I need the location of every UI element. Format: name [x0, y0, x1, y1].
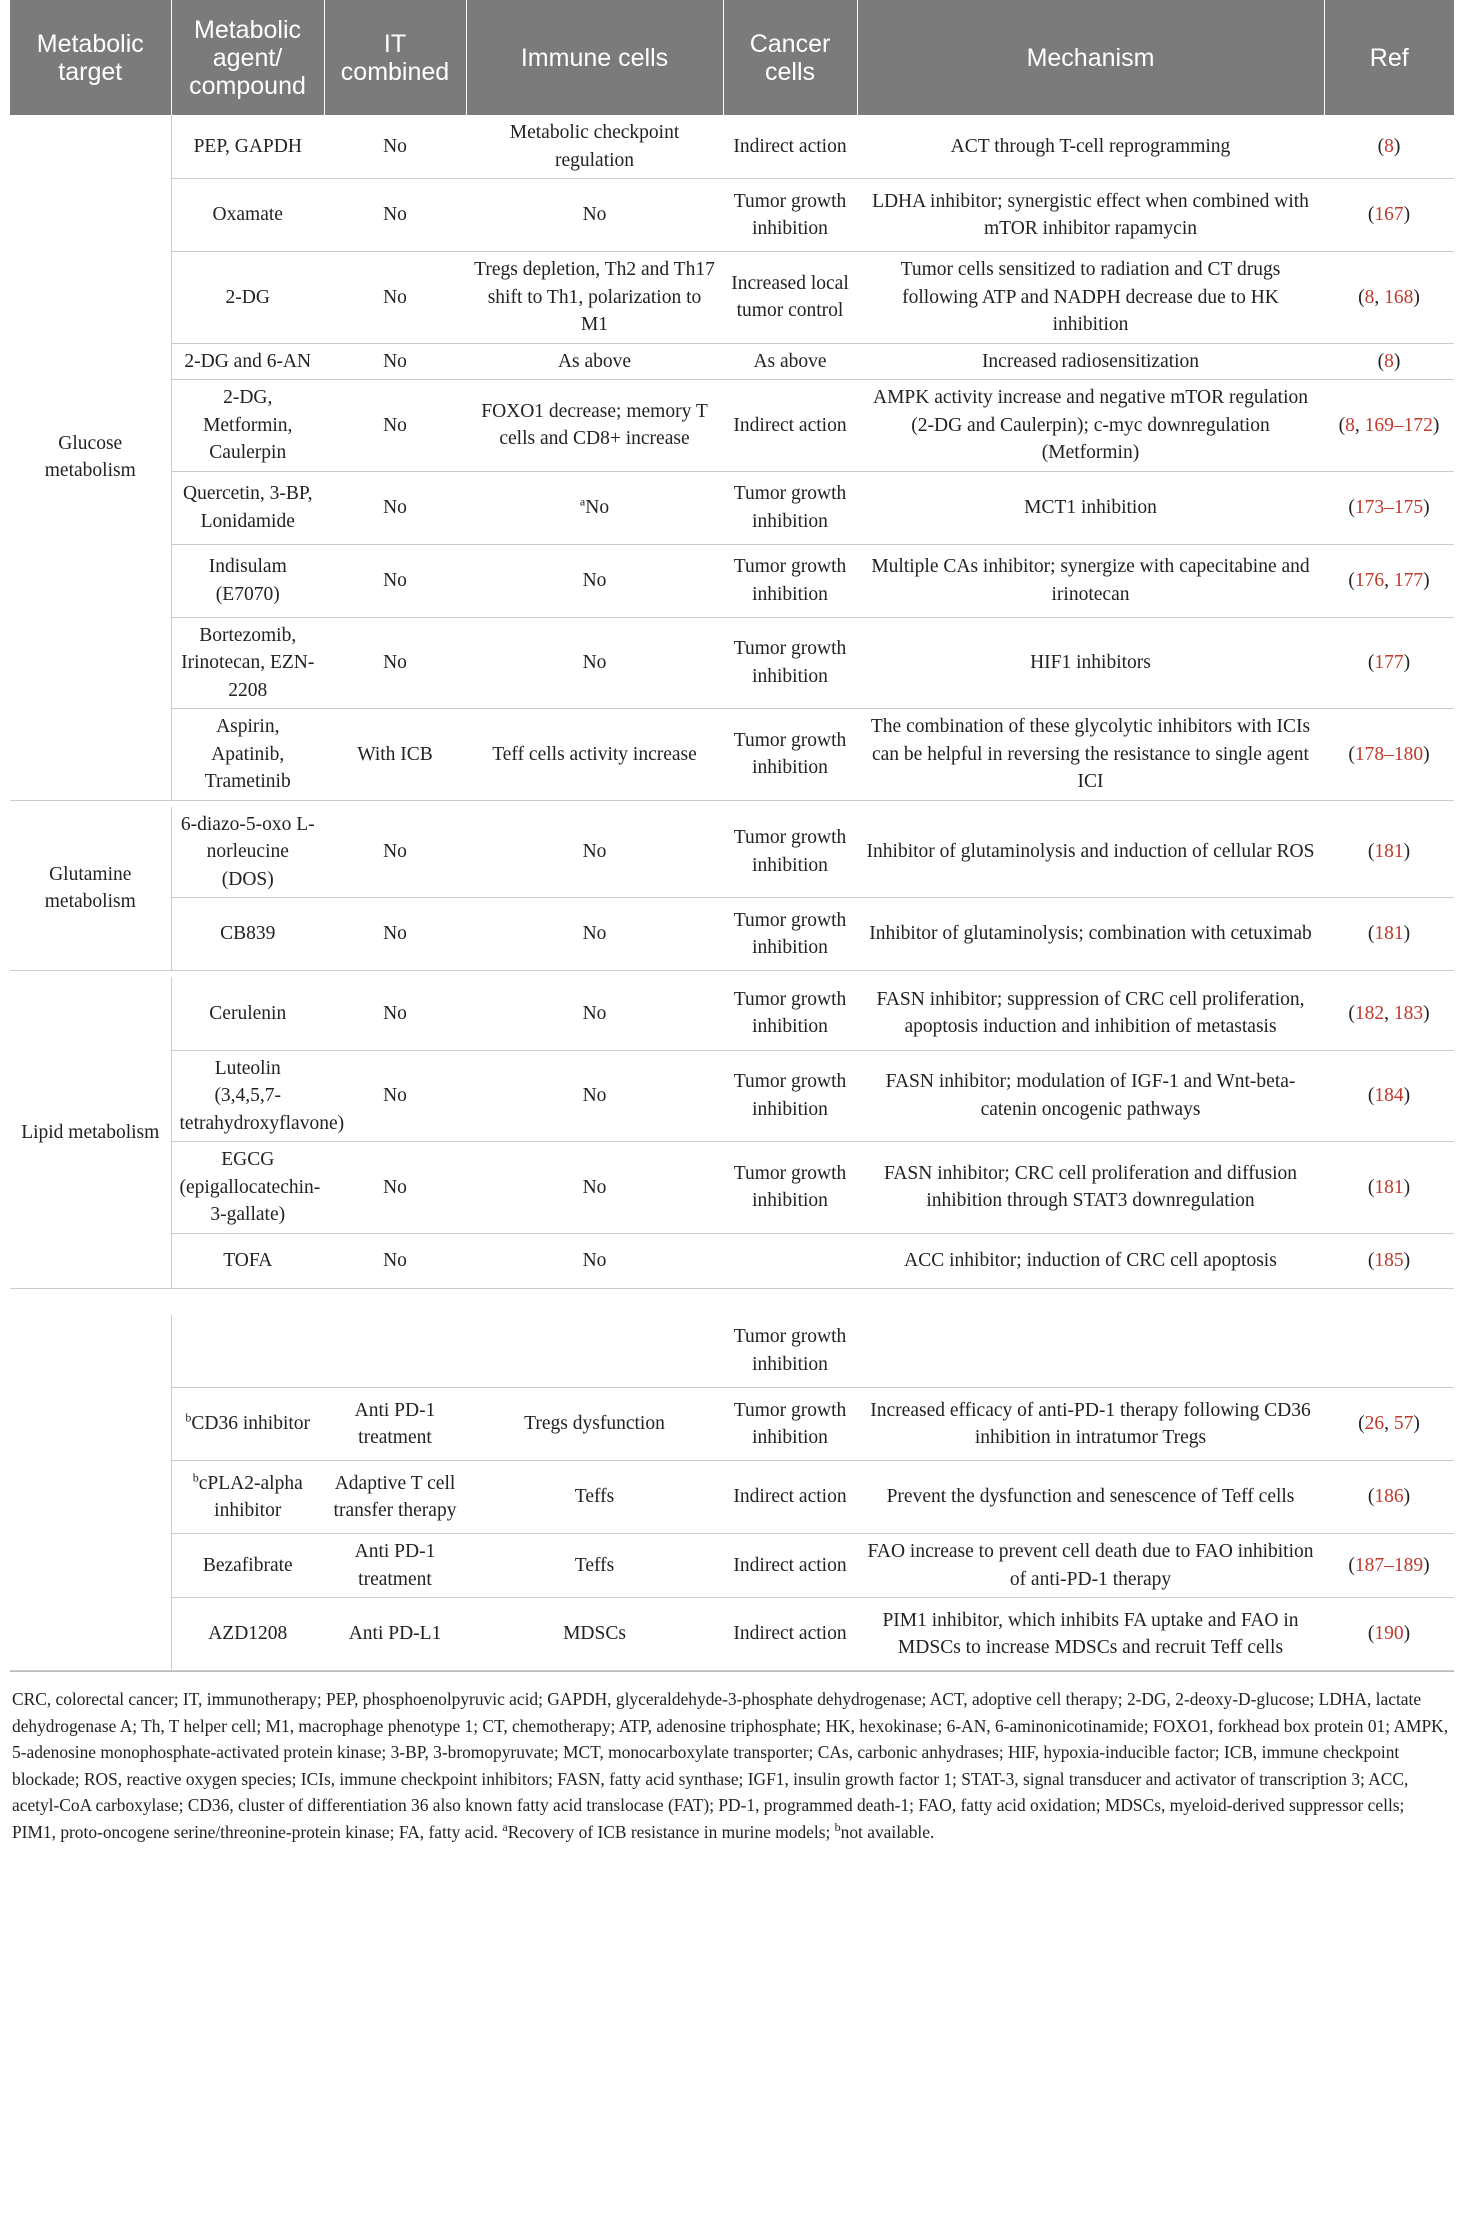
mechanism-cell: Prevent the dysfunction and senescence of Teff cells — [857, 1461, 1324, 1534]
it-combined-cell: No — [324, 898, 466, 971]
immune-text: No — [585, 496, 610, 518]
immune-text: No — [582, 923, 607, 945]
mechanism-cell: FASN inhibitor; suppression of CRC cell proliferation, apoptosis induction and inhibition of metastasis — [857, 977, 1324, 1050]
immune-text: No — [582, 569, 607, 591]
agent-text: 2-DG, Metformin, Caulerpin — [203, 387, 293, 463]
immune-cells-cell — [466, 1050, 723, 1142]
metabolic-target-cell: Glutamine metabolism — [10, 807, 171, 971]
agent-cell — [171, 115, 324, 179]
agent-text: 6-diazo-5-oxo L-norleucine (DOS) — [180, 813, 315, 890]
mechanism-cell: MCT1 inhibition — [857, 471, 1324, 544]
mechanism-cell: PIM1 inhibitor, which inhibits FA uptake and FAO in MDSCs to increase MDSCs and recruit Teff cells — [857, 1598, 1324, 1671]
mechanism-cell: The combination of these glycolytic inhibitors with ICIs can be helpful in reversing the resistance to single agent ICI — [857, 709, 1324, 801]
it-combined-cell: No — [324, 977, 466, 1050]
table-row — [10, 115, 1454, 179]
it-combined-cell: No — [324, 617, 466, 709]
cancer-cells-cell: Tumor growth inhibition — [723, 1315, 857, 1388]
table-row — [10, 1050, 1454, 1142]
immune-text: No — [582, 1176, 607, 1198]
metabolic-target-cell: Lipid metabolism — [10, 977, 171, 1288]
immune-text: No — [582, 652, 607, 673]
immune-text: No — [582, 841, 607, 862]
reference-link[interactable]: 8 — [1345, 414, 1355, 436]
immune-cells-cell — [466, 115, 723, 179]
immune-cells-cell — [466, 1233, 723, 1288]
reference-link[interactable]: 168 — [1384, 286, 1414, 308]
it-combined-cell: Anti PD-L1 — [324, 1598, 466, 1671]
footnote-b-text: not available. — [840, 1821, 935, 1842]
mechanism-cell: LDHA inhibitor; synergistic effect when combined with mTOR inhibitor rapamycin — [857, 179, 1324, 252]
reference-link[interactable]: 176 — [1354, 569, 1385, 591]
ref-cell — [1324, 1315, 1454, 1388]
agent-text: CB839 — [220, 923, 276, 945]
reference-link[interactable]: 187–189 — [1354, 1554, 1424, 1576]
cancer-cells-cell: As above — [723, 343, 857, 380]
agent-text: Quercetin, 3-BP, Lonidamide — [183, 483, 313, 532]
mechanism-cell: Increased radiosensitization — [857, 343, 1324, 380]
agent-cell — [171, 1315, 324, 1388]
immune-text: FOXO1 decrease; memory T cells and CD8+ increase — [481, 400, 708, 450]
immune-cells-cell — [466, 1315, 723, 1388]
ref-cell: (186) — [1324, 1461, 1454, 1534]
ref-cell: (8) — [1324, 343, 1454, 380]
reference-link[interactable]: 26 — [1364, 1413, 1385, 1435]
footnote-a-marker: a — [502, 1819, 508, 1834]
ref-cell: (178–180) — [1324, 709, 1454, 801]
it-combined-cell: Anti PD-1 treatment — [324, 1534, 466, 1598]
reference-link[interactable]: 184 — [1374, 1085, 1404, 1106]
table-row — [10, 709, 1454, 801]
reference-link[interactable]: 177 — [1393, 569, 1424, 591]
agent-text: 2-DG and 6-AN — [184, 350, 312, 372]
cancer-cells-cell: Tumor growth inhibition — [723, 1142, 857, 1234]
reference-link[interactable]: 8 — [1384, 350, 1394, 372]
mechanism-cell: ACT through T-cell reprogramming — [857, 115, 1324, 179]
table-row — [10, 1315, 1454, 1388]
cancer-cells-cell: Indirect action — [723, 380, 857, 472]
reference-link[interactable]: 178–180 — [1354, 743, 1424, 765]
cancer-cells-cell: Tumor growth inhibition — [723, 709, 857, 801]
agent-cell — [171, 1388, 324, 1461]
mechanism-cell: Inhibitor of glutaminolysis; combination with cetuximab — [857, 898, 1324, 971]
table-row — [10, 471, 1454, 544]
mechanism-cell: Multiple CAs inhibitor; synergize with capecitabine and irinotecan — [857, 544, 1324, 617]
immune-text: Teffs — [574, 1486, 615, 1508]
it-combined-cell: No — [324, 471, 466, 544]
it-combined-cell: No — [324, 252, 466, 344]
it-combined-cell — [324, 1315, 466, 1388]
header-immune-cells: Immune cells — [466, 0, 723, 115]
agent-cell — [171, 807, 324, 898]
immune-cells-cell — [466, 1142, 723, 1234]
reference-link[interactable]: 182 — [1354, 1002, 1385, 1024]
immune-text: Tregs dysfunction — [524, 1413, 665, 1435]
agent-note-marker: b — [192, 1470, 199, 1484]
header-metabolic-target: Metabolic target — [10, 0, 171, 115]
table-footnote — [10, 1671, 1454, 1845]
ref-cell: (8, 168) — [1324, 252, 1454, 344]
immune-note-marker: a — [579, 494, 586, 509]
agent-cell — [171, 977, 324, 1050]
it-combined-cell: No — [324, 544, 466, 617]
mechanism-cell: ACC inhibitor; induction of CRC cell apoptosis — [857, 1233, 1324, 1288]
footnote-b-marker: b — [834, 1819, 841, 1834]
cancer-cells-cell: Tumor growth inhibition — [723, 544, 857, 617]
reference-link[interactable]: 183 — [1393, 1002, 1424, 1024]
agent-note-marker: b — [185, 1410, 192, 1425]
mechanism-cell: HIF1 inhibitors — [857, 617, 1324, 709]
reference-link[interactable]: 167 — [1374, 204, 1404, 226]
mechanism-cell: FASN inhibitor; CRC cell proliferation and diffusion inhibition through STAT3 downregulation — [857, 1142, 1324, 1234]
agent-text: PEP, GAPDH — [193, 135, 302, 157]
table-row — [10, 179, 1454, 252]
mechanism-cell: Increased efficacy of anti-PD-1 therapy following CD36 inhibition in intratumor Tregs — [857, 1388, 1324, 1461]
ref-cell: (187–189) — [1324, 1534, 1454, 1598]
ref-cell: (190) — [1324, 1598, 1454, 1671]
agent-text: Aspirin, Apatinib, Trametinib — [204, 716, 291, 792]
immune-cells-cell — [466, 252, 723, 344]
immune-text: No — [582, 1002, 607, 1024]
ref-cell: (26, 57) — [1324, 1388, 1454, 1461]
mechanism-cell: FAO increase to prevent cell death due to FAO inhibition of anti-PD-1 therapy — [857, 1534, 1324, 1598]
reference-link[interactable]: 181 — [1374, 923, 1404, 945]
agent-text: Oxamate — [212, 204, 283, 226]
agent-text: Indisulam (E7070) — [208, 556, 287, 605]
mechanism-cell: Inhibitor of glutaminolysis and induction of cellular ROS — [857, 807, 1324, 898]
cancer-cells-cell: Indirect action — [723, 115, 857, 179]
mechanism-cell — [857, 1315, 1324, 1388]
reference-link[interactable]: 190 — [1374, 1623, 1404, 1645]
immune-cells-cell — [466, 179, 723, 252]
header-mechanism: Mechanism — [857, 0, 1324, 115]
agent-cell — [171, 471, 324, 544]
table-row — [10, 343, 1454, 380]
metabolic-target-cell — [10, 1315, 171, 1671]
agent-cell — [171, 1461, 324, 1534]
immune-cells-cell — [466, 709, 723, 801]
immune-text: MDSCs — [563, 1623, 626, 1645]
footnote-a-text: Recovery of ICB resistance in murine models; — [507, 1821, 835, 1842]
footnote-abbreviations: CRC, colorectal cancer; IT, immunotherapy; PEP, phosphoenolpyruvic acid; GAPDH, glyceraldehyde-3-phosphate dehydrogenase; ACT, adoptive cell therapy; 2-DG, 2-deoxy-D-glucose; LDHA, lactate dehydrogenase A; Th, T helper cell; M1, macrophage phenotype 1; CT, chemotherapy; ATP, adenosine triphosphate; HK, hexokinase; 6-AN, 6-aminonicotinamide; FOXO1, forkhead box protein 01; AMPK, 5-adenosine monophosphate-activated protein kinase; 3-BP, 3-bromopyruvate; MCT, monocarboxylate transporter; CAs, carbonic anhydrases; HIF, hypoxia-inducible factor; ICB, immune checkpoint blockade; ROS, reactive oxygen species; ICIs, immune checkpoint inhibitors; FASN, fatty acid synthase; IGF1, insulin growth factor 1; STAT-3, signal transducer and activator of transcription 3; ACC, acetyl-CoA carboxylase; CD36, cluster of differentiation 36 also known fatty acid translocase (FAT); PD-1, programmed death-1; FAO, fatty acid oxidation; MDSCs, myeloid-derived suppressor cells; PIM1, proto-oncogene serine/threonine-protein kinase; FA, fatty acid. — [12, 1689, 1449, 1842]
table-row — [10, 1534, 1454, 1598]
cancer-cells-cell: Indirect action — [723, 1534, 857, 1598]
cancer-cells-cell: Tumor growth inhibition — [723, 977, 857, 1050]
ref-cell: (182, 183) — [1324, 977, 1454, 1050]
immune-text: No — [582, 1249, 607, 1271]
immune-cells-cell — [466, 544, 723, 617]
agent-cell — [171, 544, 324, 617]
agent-text: CD36 inhibitor — [191, 1413, 311, 1435]
table-row — [10, 617, 1454, 709]
ref-cell: (167) — [1324, 179, 1454, 252]
reference-link[interactable]: 185 — [1374, 1249, 1404, 1271]
agent-cell — [171, 617, 324, 709]
ref-cell: (177) — [1324, 617, 1454, 709]
it-combined-cell: No — [324, 807, 466, 898]
mechanism-cell: AMPK activity increase and negative mTOR regulation (2-DG and Caulerpin); c-myc downregulation (Metformin) — [857, 380, 1324, 472]
reference-link[interactable]: 8 — [1364, 286, 1375, 308]
mechanism-cell: FASN inhibitor; modulation of IGF-1 and Wnt-beta-catenin oncogenic pathways — [857, 1050, 1324, 1142]
agent-text: AZD1208 — [208, 1623, 288, 1645]
immune-cells-cell — [466, 1461, 723, 1534]
ref-cell: (8, 169–172) — [1324, 380, 1454, 472]
immune-text: No — [582, 204, 607, 226]
metabolic-target-cell: Glucose metabolism — [10, 115, 171, 800]
agent-text: Luteolin (3,4,5,7-tetrahydroxyflavone) — [179, 1057, 345, 1134]
it-combined-cell: No — [324, 179, 466, 252]
table-container — [10, 0, 1454, 1845]
table-row — [10, 1461, 1454, 1534]
agent-cell — [171, 1534, 324, 1598]
immune-cells-cell — [466, 807, 723, 898]
agent-cell — [171, 343, 324, 380]
agent-cell — [171, 380, 324, 472]
immune-cells-cell — [466, 380, 723, 472]
metabolic-agents-table — [10, 0, 1454, 1671]
immune-text: Metabolic checkpoint regulation — [509, 122, 680, 171]
cancer-cells-cell: Tumor growth inhibition — [723, 179, 857, 252]
agent-text: Cerulenin — [209, 1002, 287, 1024]
reference-link[interactable]: 181 — [1374, 841, 1404, 862]
it-combined-cell: No — [324, 115, 466, 179]
agent-cell — [171, 1233, 324, 1288]
immune-text: Teff cells activity increase — [492, 743, 697, 765]
agent-text: Bezafibrate — [202, 1554, 293, 1576]
table-row — [10, 898, 1454, 971]
header-it-combined: IT combined — [324, 0, 466, 115]
cancer-cells-cell: Tumor growth inhibition — [723, 807, 857, 898]
it-combined-cell: Adaptive T cell transfer therapy — [324, 1461, 466, 1534]
cancer-cells-cell: Tumor growth inhibition — [723, 898, 857, 971]
ref-cell: (176, 177) — [1324, 544, 1454, 617]
it-combined-cell: With ICB — [324, 709, 466, 801]
cancer-cells-cell: Tumor growth inhibition — [723, 471, 857, 544]
reference-link[interactable]: 173–175 — [1354, 496, 1424, 518]
immune-text: Teffs — [574, 1554, 615, 1576]
agent-cell — [171, 898, 324, 971]
immune-cells-cell — [466, 343, 723, 380]
header-cancer-cells: Cancer cells — [723, 0, 857, 115]
agent-text: TOFA — [223, 1249, 273, 1271]
agent-cell — [171, 1050, 345, 1142]
ref-cell: (181) — [1324, 1142, 1454, 1234]
it-combined-cell: No — [324, 343, 466, 380]
agent-cell — [171, 1598, 324, 1671]
it-combined-cell: No — [324, 1050, 466, 1142]
immune-text: As above — [557, 350, 632, 372]
table-body — [10, 115, 1454, 1671]
ref-cell: (8) — [1324, 115, 1454, 179]
header-metabolic-agent: Metabolic agent/ compound — [171, 0, 324, 115]
cancer-cells-cell: Tumor growth inhibition — [723, 617, 857, 709]
reference-link[interactable]: 181 — [1374, 1176, 1404, 1198]
ref-cell: (181) — [1324, 807, 1454, 898]
immune-cells-cell — [466, 1598, 723, 1671]
immune-cells-cell — [466, 977, 723, 1050]
group-spacer — [10, 1288, 1454, 1315]
agent-text: cPLA2-alpha inhibitor — [198, 1472, 303, 1521]
table-row — [10, 252, 1454, 344]
it-combined-cell: No — [324, 1142, 466, 1234]
reference-link[interactable]: 169–172 — [1364, 414, 1433, 436]
it-combined-cell: No — [324, 380, 466, 472]
table-row — [10, 977, 1454, 1050]
ref-cell: (181) — [1324, 898, 1454, 971]
agent-text: Bortezomib, Irinotecan, EZN-2208 — [181, 624, 315, 701]
cancer-cells-cell: Indirect action — [723, 1598, 857, 1671]
reference-link[interactable]: 8 — [1384, 135, 1394, 157]
immune-text: No — [582, 1085, 607, 1106]
table-row — [10, 807, 1454, 898]
ref-cell: (185) — [1324, 1233, 1454, 1288]
agent-text: 2-DG — [225, 286, 270, 308]
agent-cell — [171, 252, 324, 344]
cancer-cells-cell: Indirect action — [723, 1461, 857, 1534]
immune-cells-cell — [466, 471, 723, 544]
table-row — [10, 1142, 1454, 1234]
immune-cells-cell — [466, 1388, 723, 1461]
ref-cell: (184) — [1324, 1050, 1454, 1142]
immune-cells-cell — [466, 1534, 723, 1598]
cancer-cells-cell: Tumor growth inhibition — [723, 1388, 857, 1461]
header-row — [10, 0, 1454, 115]
table-row — [10, 1598, 1454, 1671]
header-ref: Ref — [1324, 0, 1454, 115]
reference-link[interactable]: 57 — [1393, 1413, 1414, 1435]
immune-cells-cell — [466, 617, 723, 709]
agent-text: EGCG (epigallocatechin-3-gallate) — [179, 1149, 321, 1225]
it-combined-cell: Anti PD-1 treatment — [324, 1388, 466, 1461]
agent-cell — [171, 179, 324, 252]
it-combined-cell: No — [324, 1233, 466, 1288]
cancer-cells-cell: Tumor growth inhibition — [723, 1050, 857, 1142]
table-row — [10, 1233, 1454, 1288]
group-spacer-cell — [10, 1288, 1454, 1315]
agent-cell — [171, 1142, 324, 1234]
table-row — [10, 380, 1454, 472]
reference-link[interactable]: 177 — [1374, 652, 1404, 673]
agent-cell — [171, 709, 324, 801]
cancer-cells-cell — [723, 1233, 857, 1288]
mechanism-cell: Tumor cells sensitized to radiation and CT drugs following ATP and NADPH decrease due to HK inhibition — [857, 252, 1324, 344]
cancer-cells-cell: Increased local tumor control — [723, 252, 857, 344]
reference-link[interactable]: 186 — [1374, 1486, 1404, 1508]
table-row — [10, 544, 1454, 617]
immune-text: Tregs depletion, Th2 and Th17 shift to Th1, polarization to M1 — [474, 259, 715, 335]
immune-cells-cell — [466, 898, 723, 971]
ref-cell: (173–175) — [1324, 471, 1454, 544]
table-row — [10, 1388, 1454, 1461]
